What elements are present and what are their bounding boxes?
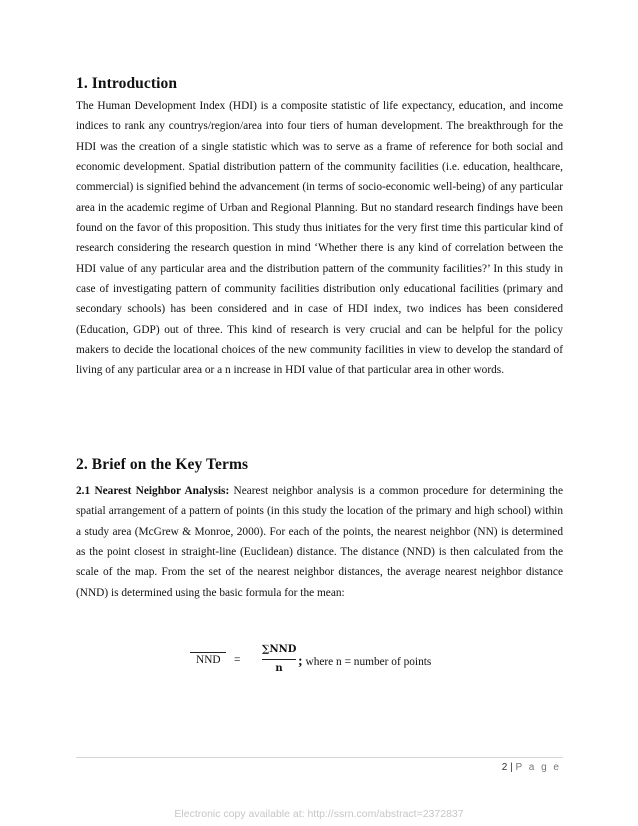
page-number-separator: |: [507, 762, 516, 773]
subsection-heading-nna: 2.1 Nearest Neighbor Analysis:: [76, 485, 230, 497]
introduction-paragraph: The Human Development Index (HDI) is a composite statistic of life expectancy, education, and income indices to rank any countrys/region/area into four tiers of human development. The breakthrough for the HDI was the creation of a single statistic which was to serve as a frame of reference for both social and economic development. Spatial distribution pattern of the community facilities (i.e. education, healthcare, commercial) is signified behind the advancement (in terms of socio-economic well-being) of any particular area in the academic regime of Urban and Regional Planning. But no standard research findings have been found on the favor of this proposition. This study thus initiates for the very first time this particular kind of research considering the research question in mind ‘Whether there is any kind of correlation between the HDI value of any particular area and the distribution pattern of the community facilities?’ In this study in case of investigating pattern of community facilities distribution only educational facilities (primary and secondary schools) has been considered and in case of HDI index, two indices has been considered (Education, GDP) out of three. This kind of research is very crucial and can be helpful for the policy makers to decide the locational choices of the new community facilities in view to develop the standard of living of any particular area or a n increase in HDI value of that particular area in other words.: [76, 100, 563, 377]
section-heading-introduction: 1. Introduction: [76, 75, 178, 92]
page-label: P a g e: [515, 762, 561, 773]
formula-numerator: ∑NND: [262, 644, 297, 655]
ssrn-watermark: Electronic copy available at: http://ssrn.com/abstract=2372837: [174, 808, 464, 820]
page-number: [502, 762, 561, 773]
nna-body-text: Nearest neighbor analysis is a common procedure for determining the spatial arrangement of a pattern of points (in this study the location of the primary and high school) within a study area (McGrew & Monroe, 2000). For each of the points, the nearest neighbor (NN) is determined as the point closest in straight-line (Euclidean) distance. The distance (NND) is then calculated from the scale of the map. From the set of the nearest neighbor distances, the average nearest neighbor distance (NND) is determined using the basic formula for the mean:: [76, 485, 563, 599]
overline-bar: [190, 652, 226, 653]
formula-semicolon: ;: [298, 654, 303, 669]
formula-denominator: n: [275, 663, 283, 674]
mean-distance-formula: [0, 644, 638, 684]
section-heading-key-terms: 2. Brief on the Key Terms: [76, 456, 249, 473]
footer-divider: [76, 757, 563, 758]
page-number-value: 2: [501, 762, 508, 773]
nearest-neighbor-paragraph: [76, 481, 563, 603]
formula-equals: =: [234, 654, 241, 666]
formula-where-text: where n = number of points: [302, 656, 432, 668]
fraction-line: [262, 659, 296, 660]
formula-lhs: NND: [196, 654, 221, 666]
formula-where-clause: [298, 654, 431, 670]
